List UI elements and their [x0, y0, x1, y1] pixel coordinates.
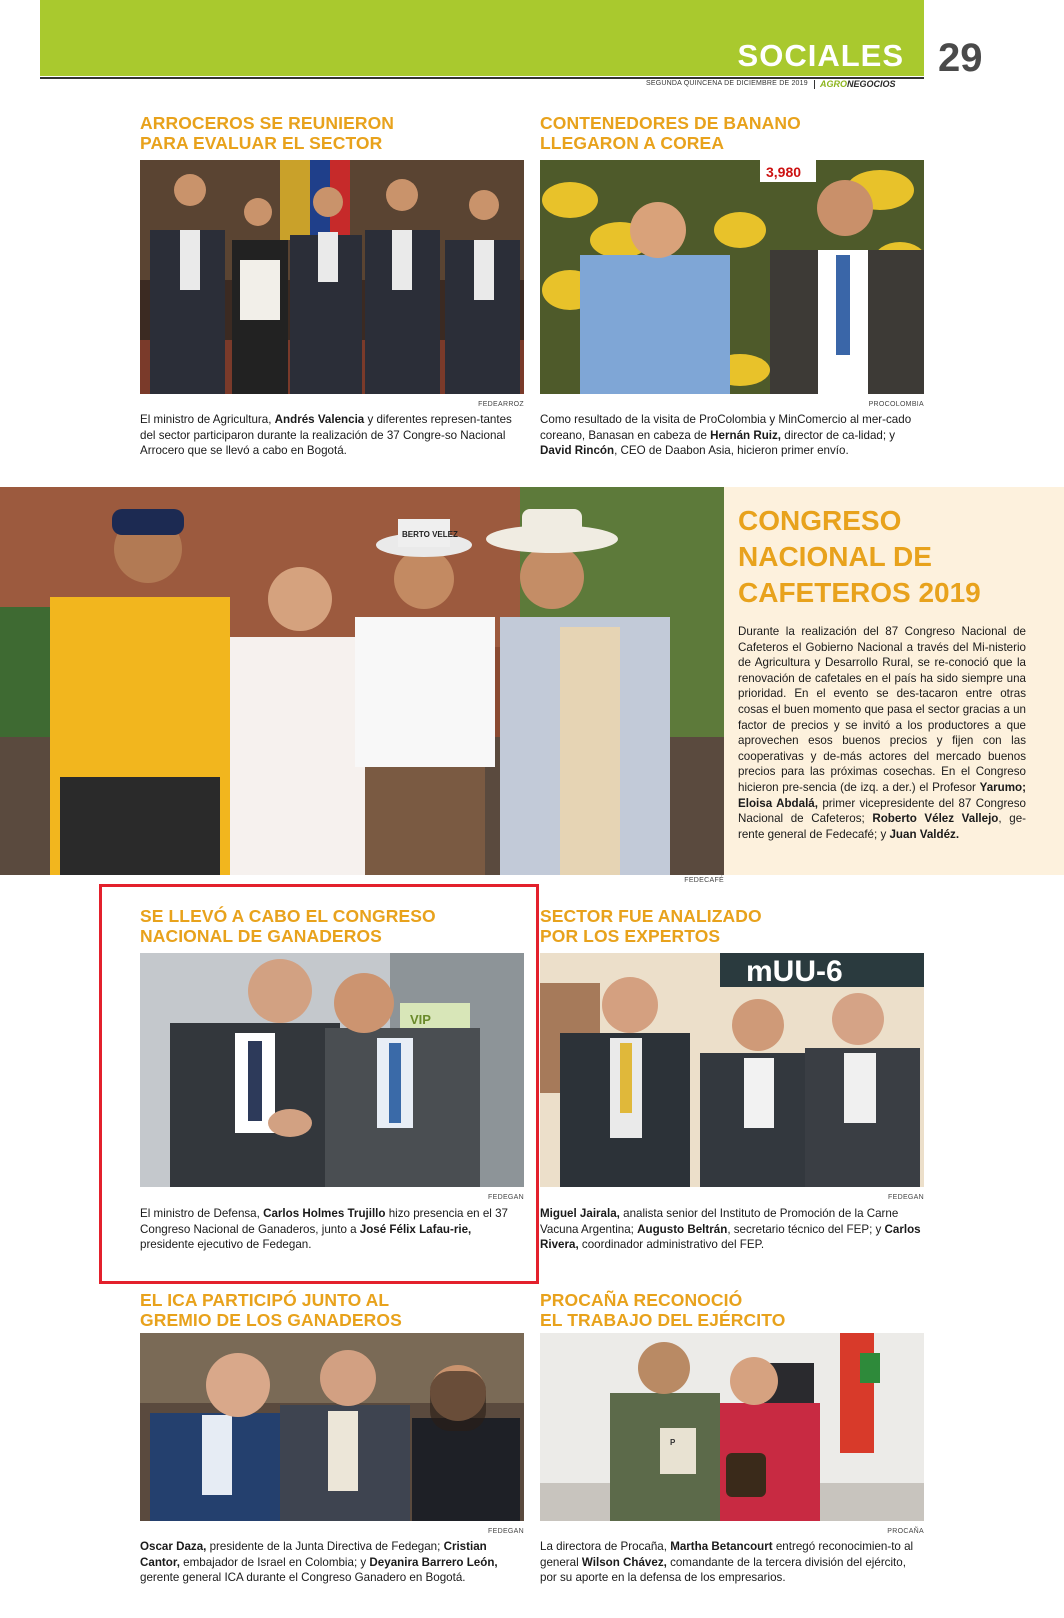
banano-photo	[540, 160, 924, 394]
svg-text:3,980: 3,980	[766, 164, 802, 180]
cafeteros-credit: FEDECAFÉ	[684, 877, 724, 884]
ica-photo	[140, 1333, 524, 1521]
procana-caption: La directora de Procaña, Martha Betancourt entregó reconocimien-to al general Wilson Chávez, comandante de la tercera división del ejército, por su aporte en la defensa de los empresarios.	[540, 1540, 914, 1584]
procana-credit: PROCAÑA	[887, 1528, 924, 1535]
procana-photo	[540, 1333, 924, 1521]
svg-text:BERTO VELEZ: BERTO VELEZ	[402, 530, 458, 539]
highlight-box	[99, 884, 539, 1284]
page-number: 29	[938, 36, 983, 80]
ganaderos-credit: FEDEGAN	[488, 1194, 524, 1201]
ganaderos-headline: SE LLEVÓ A CABO EL CONGRESO NACIONAL DE GANADEROS	[140, 906, 436, 946]
ica-credit: FEDEGAN	[488, 1528, 524, 1535]
arroceros-headline: ARROCEROS SE REUNIERON PARA EVALUAR EL SECTOR	[140, 113, 395, 153]
ica-headline: EL ICA PARTICIPÓ JUNTO AL GREMIO DE LOS GANADEROS	[140, 1290, 402, 1330]
arroceros-caption: El ministro de Agricultura, Andrés Valencia y diferentes represen-tantes del sector participaron durante la realización de 37 Congre-so Nacional Arrocero que se llevó a cabo en Bogotá.	[140, 413, 512, 457]
sector-caption: Miguel Jairala, analista senior del Instituto de Promoción de la Carne Vacuna Argentina; Augusto Beltrán, secretario técnico del FEP; y Carlos Rivera, coordinador administrativo del FEP.	[540, 1207, 921, 1251]
ica-caption: Oscar Daza, presidente de la Junta Directiva de Fedegan; Cristian Cantor, embajador de Israel en Colombia; y Deyanira Barrero León, gerente general ICA durante el Congreso Ganadero en Bogotá.	[140, 1540, 498, 1584]
brand-logo: AGRONEGOCIOS	[820, 79, 896, 89]
banano-headline: CONTENEDORES DE BANANO LLEGARON A COREA	[540, 113, 801, 153]
ganaderos-caption: El ministro de Defensa, Carlos Holmes Trujillo hizo presencia en el 37 Congreso Nacional de Ganaderos, junto a José Félix Lafau-rie, presidente ejecutivo de Fedegan.	[140, 1207, 508, 1251]
sector-photo	[540, 953, 924, 1187]
header-bar	[40, 0, 924, 76]
header-rule	[40, 77, 924, 79]
svg-text:VIP: VIP	[410, 1012, 431, 1027]
header-separator	[814, 80, 815, 89]
arroceros-credit: FEDEARROZ	[478, 401, 524, 408]
issue-date: SEGUNDA QUINCENA DE DICIEMBRE DE 2019	[646, 80, 808, 87]
cafeteros-headline: CONGRESO NACIONAL DE CAFETEROS 2019	[738, 505, 981, 608]
arroceros-photo	[140, 160, 524, 394]
section-title: SOCIALES	[737, 38, 904, 73]
banano-caption: Como resultado de la visita de ProColombia y MinComercio al mer-cado coreano, Banasan en cabeza de Hernán Ruiz, director de ca-lidad; y David Rincón, CEO de Daabon Asia, hicieron primer envío.	[540, 413, 912, 457]
cafeteros-photo	[0, 487, 724, 875]
svg-text:P: P	[670, 1438, 676, 1447]
sector-headline: SECTOR FUE ANALIZADO POR LOS EXPERTOS	[540, 906, 762, 946]
svg-text:mUU-6: mUU-6	[746, 955, 843, 988]
sector-credit: FEDEGAN	[888, 1194, 924, 1201]
cafeteros-body: Durante la realización del 87 Congreso Nacional de Cafeteros el Gobierno Nacional a través del Mi-nisterio de Agricultura y Desarrollo Rural, se re-conoció que la renovación de cafetales en el país ha sido siempre una prioridad. En el evento se des-tacaron entre otras cosas el buen momento que pasa el sector gracias a un factor de precios y se invitó a los productores a que aprovechen esos buenos precios y fijen con las cooperativas y de-más actores del mercado buenos precios para las próximas cosechas. En el Congreso hicieron pre-sencia (de izq. a der.) el Profesor Yarumo; Eloisa Abdalá, primer vicepresidente del 87 Congreso Nacional de Cafeteros; Roberto Vélez Vallejo, ge-rente general de Fedecafé; y Juan Valdéz.	[738, 625, 1026, 841]
banano-credit: PROCOLOMBIA	[868, 401, 924, 408]
procana-headline: PROCAÑA RECONOCIÓ EL TRABAJO DEL EJÉRCITO	[540, 1290, 786, 1330]
